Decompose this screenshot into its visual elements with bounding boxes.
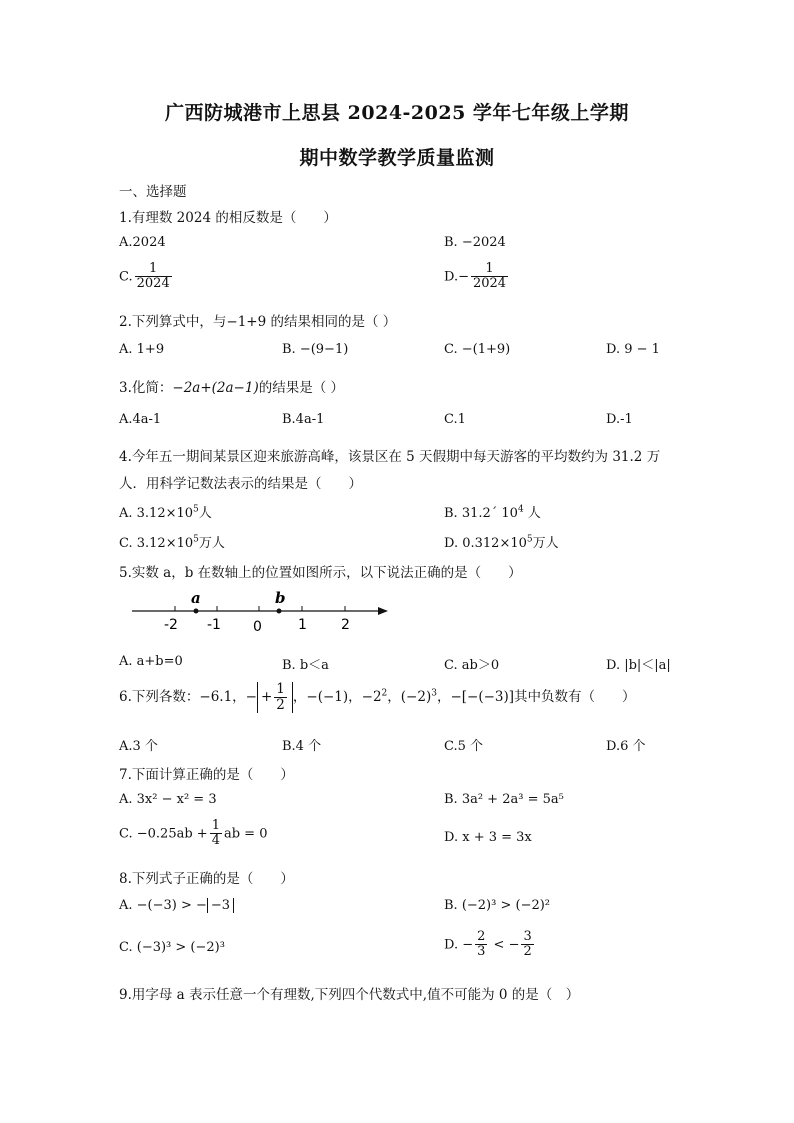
q7-option-d: D. x + 3 = 3x [444,830,532,845]
q1-option-b: B. −2024 [444,235,506,250]
q8-option-a: A. −(−3) > − −3 [119,898,234,913]
label-b: b [275,589,286,607]
point-b [277,609,282,614]
q6-option-b: B.4 个 [282,739,322,754]
q4-stem-line1: 4.今年五一期间某景区迎来旅游高峰，该景区在 5 天假期中每天游客的平均数约为 31.2 万 [119,449,661,465]
number-line-figure [120,588,400,638]
tick-label-1: 1 [298,617,307,633]
q9-stem: 9.用字母 a 表示任意一个有理数,下列四个代数式中,值不可能为 0 的是（ ） [119,987,580,1003]
q1-option-c: C. $\frac{1}{2024}$ [119,261,170,292]
q4-option-b: B. 31.2´ $10^4$ 人 [444,504,541,521]
axis-arrow [378,607,388,615]
q2-option-c: C. −(1+9) [444,342,511,357]
q8-option-d: D. − $\frac{2}{3}$ < − $\frac{3}{2}$ [444,929,532,960]
q6-option-d: D.6 个 [606,739,646,754]
q8-option-c: C. (−3)³ > (−2)³ [119,940,225,955]
q4-stem-line2: 人．用科学记数法表示的结果是（ ） [119,476,362,492]
q5-option-d: D. |b|＜|a| [606,658,671,673]
q5-option-c: C. ab＞0 [444,658,500,673]
tick-label-0: 0 [253,619,262,635]
q2-option-a: A. 1+9 [119,342,165,357]
label-a: a [191,589,201,607]
tick-label-2: 2 [341,617,350,633]
tick-label-neg2: -2 [164,617,178,633]
q5-option-a: A. a+b=0 [119,654,183,669]
q2-option-b: B. −(9−1) [282,342,349,357]
q3-option-d: D.-1 [606,412,633,427]
section-heading: 一、选择题 [119,184,187,200]
q7-stem: 7.下面计算正确的是（ ） [119,767,294,783]
q4-option-a: A. $3.12\times 10^5$人 [119,504,212,521]
tick-label-neg1: -1 [207,617,221,633]
title-line-1: 广西防城港市上思县 2024-2025 学年七年级上学期 [165,102,629,124]
q6-stem: 6.下列各数：−6.1，− + $\frac{1}{2}$ ，−(−1)，$-2^2$，$(-2)^3$，−[−(−3)]其中负数有（ ） [119,681,636,713]
q8-option-b: B. (−2)³ > (−2)² [444,898,551,913]
q3-option-c: C.1 [444,412,466,427]
q8-stem: 8.下列式子正确的是（ ） [119,871,294,887]
q6-option-c: C.5 个 [444,739,484,754]
q4-option-c: C. $3.12\times 10^5$万人 [119,534,225,551]
q1-option-a: A.2024 [119,235,166,250]
q7-option-a: A. 3x² − x² = 3 [119,792,217,807]
q3-stem: 3.化简：−2a+(2a−1)的结果是（ ） [119,380,345,396]
point-a [194,609,199,614]
q2-stem: 2.下列算式中，与−1+9 的结果相同的是（ ） [119,314,397,330]
title-line-2: 期中数学教学质量监测 [299,147,495,169]
q1-option-d: D.− $\frac{1}{2024}$ [444,261,507,292]
q1-stem: 1.有理数 2024 的相反数是（ ） [119,210,337,226]
q3-option-a: A.4a-1 [119,412,162,427]
q4-option-d: D. $0.312\times 10^5$万人 [444,534,559,551]
q5-stem: 5.实数 a，b 在数轴上的位置如图所示，以下说法正确的是（ ） [119,565,522,581]
q5-option-b: B. b＜a [282,658,329,673]
q3-option-b: B.4a-1 [282,412,325,427]
q2-option-d: D. 9 − 1 [606,342,660,357]
q7-option-b: B. 3a² + 2a³ = 5a⁵ [444,792,564,807]
q7-option-c: C. −0.25ab + $\frac{1}{4}$ ab = 0 [119,818,268,849]
q6-option-a: A.3 个 [119,739,158,754]
